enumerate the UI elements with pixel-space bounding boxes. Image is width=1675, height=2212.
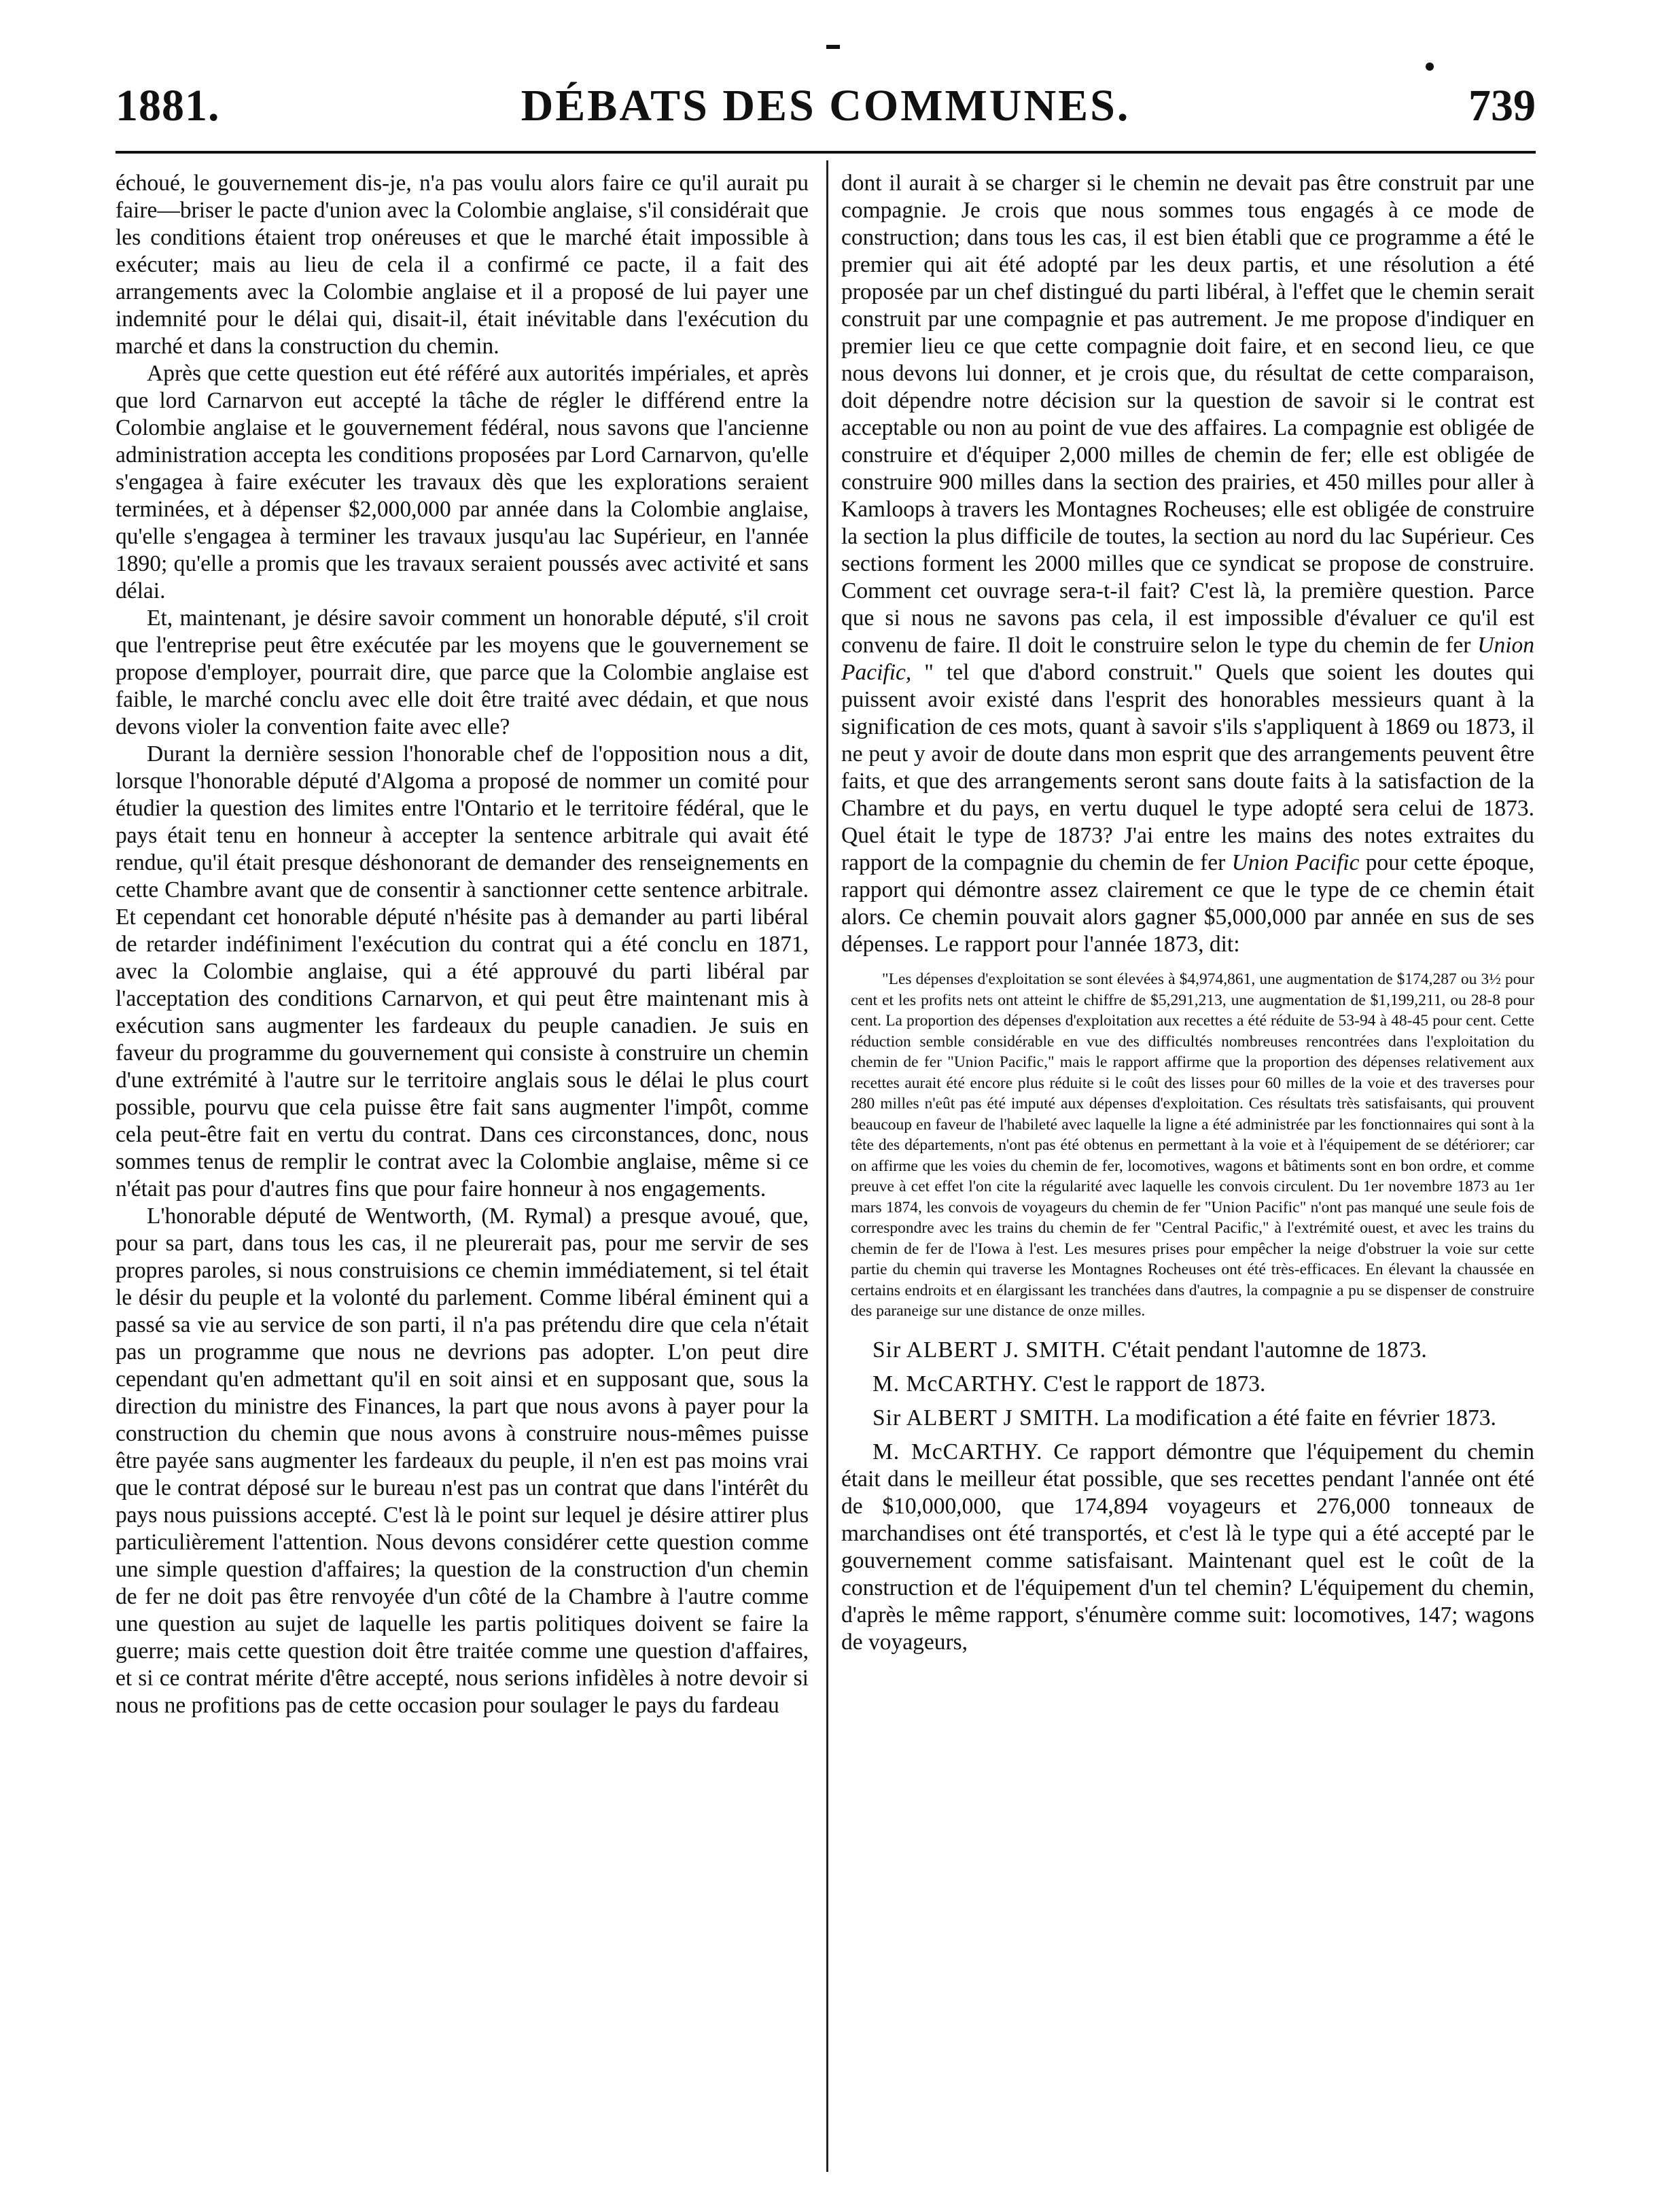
- speaker-name: M. McCARTHY.: [872, 1439, 1043, 1464]
- speech: [841, 1371, 1534, 1398]
- speech-text: C'était pendant l'automne de 1873.: [1112, 1337, 1427, 1363]
- page-header: [116, 80, 1536, 141]
- paragraph: Durant la dernière session l'honorable chef de l'opposition nous a dit, lorsque l'honorable député d'Algoma a proposé de nommer un comité pour étudier la question des limites entre l'Ontario et le territoire fédéral, que le pays était tenu en honneur à accepter la sentence arbitrale qui avait été rendue, qu'il était presque déshonorant de demander des renseignements en cette Chambre avant que de consentir à sanctionner cette sentence arbitrale. Et cependant cet honorable député n'hésite pas à demander au parti libéral de retarder indéfiniment l'exécution du contrat qui a été conclu en 1871, avec la Colombie anglaise, qui a été approuvé du parti libéral par l'acceptation des conditions Carnarvon, et qui peut être maintenant mis à exécution sans augmenter les fardeaux du peuple canadien. Je suis en faveur du programme du gouvernement qui consiste à construire un chemin d'une extrémité à l'autre sur le territoire anglais sous le délai le plus court possible, pourvu que cela puisse être fait sans augmenter l'impôt, comme cela peut-être fait en vertu du contrat. Dans ces circonstances, donc, nous sommes tenus de remplir le contrat avec la Colombie anglaise, même si ce n'était pas pour d'autres fins que pour faire honneur à nos engagements.: [116, 741, 809, 1201]
- paragraph: Après que cette question eut été référé aux autorités impériales, et après que lord Carnarvon eut accepté la tâche de régler le différend entre la Colombie anglaise et le gouvernement fédéral, nous savons que l'ancienne administration accepta les conditions proposées par Lord Carnarvon, qu'elle s'engagea à faire exécuter les travaux dès que les explorations seraient terminées, et à dépenser $2,000,000 par année dans la Colombie anglaise, qu'elle s'engagea à terminer les travaux jusqu'au lac Supérieur, en l'année 1890; qu'elle a promis que les travaux seraient poussés avec activité et sans délai.: [116, 361, 809, 603]
- speech: [841, 1439, 1534, 1656]
- emphasis: Union Pacific,: [841, 633, 1535, 685]
- block-quote: "Les dépenses d'exploitation se sont élevées à $4,974,861, une augmentation de $174,287 ou 3½ pour cent et les profits nets ont atteint le chiffre de $5,291,213, une augmentation de $1,199,211, ou 28-8 pour cent. La proportion des dépenses d'exploitation aux recettes a été réduite de 53-94 à 48-45 pour cent. Cette réduction semble considérable en vue des difficultés nombreuses rencontrées dans l'exploitation du chemin de fer "Union Pacific," mais le rapport affirme que la proportion des dépenses relativement aux recettes aurait été encore plus réduite si le coût des lisses pour 60 milles de la voie et des traverses pour 280 milles n'eût pas été imputé aux dépenses d'exploitation. Ces résultats très satisfaisants, qui prouvent beaucoup en faveur de l'habileté avec laquelle la ligne a été administrée par les fonctionnaires qui sont à la tête des départements, n'ont pas été obtenus en permettant à la voie et à l'équipement de se détériorer; car on affirme que les voies du chemin de fer, locomotives, wagons et bâtiments sont en bon ordre, et comme preuve à cet effet l'on cite la régularité avec laquelle les convois circulent. Du 1er novembre 1873 au 1er mars 1874, les convois de voyageurs du chemin de fer "Union Pacific" n'ont pas manqué une seule fois de correspondre avec les trains du chemin de fer "Central Pacific," à l'extrémité ouest, et avec les trains du chemin de fer de l'Iowa à l'est. Les mesures prises pour empêcher la neige d'obstruer la voie sur cette partie du chemin qui traverse les Montagnes Rocheuses ont été très-efficaces. En élevant la chaussée en certains endroits et en élargissant les tranchées dans d'autres, la compagnie a pu se dispenser de construire des paraneige sur une distance de onze milles.: [851, 970, 1534, 1320]
- paragraph: L'honorable député de Wentworth, (M. Rymal) a presque avoué, que, pour sa part, dans tous les cas, il ne pleurerait pas, pour me servir de ses propres paroles, si nous construisions ce chemin immédiatement, si tel était le désir du peuple et la volonté du parlement. Comme libéral éminent qui a passé sa vie au service de son parti, il n'a pas prétendu dire que cela n'était pas un programme que nous ne devrions pas adopter. L'on peut dire cependant qu'en admettant qu'il en soit ainsi et en supposant que, sous la direction du ministre des Finances, la part que nous avons à payer pour la construction du chemin que nous avons à construire nous-mêmes puisse être payée sans augmenter les fardeaux du peuple, il n'en est pas moins vrai que le contrat déposé sur le bureau n'est pas un contrat que dans l'intérêt du pays nous puissions accepté. C'est là le point sur lequel je désire attirer plus particulièrement l'attention. Nous devons considérer cette question comme une simple question d'affaires; la question de la construction d'un chemin de fer ne doit pas être renvoyée d'un côté de la Chambre à l'autre comme une question au sujet de laquelle les partis politiques doivent se faire la guerre; mais cette question doit être traitée comme une question d'affaires, et si ce contrat mérite d'être accepté, nous serions infidèles à notre devoir si nous ne profitions pas de cette occasion pour soulager le pays du fardeau: [116, 1204, 809, 1718]
- speech: [841, 1405, 1534, 1432]
- speaker-name: Sir ALBERT J SMITH.: [872, 1405, 1100, 1430]
- paragraph-text: " tel que d'abord construit." Quels que soient les doutes qui puissent avoir existé dans l'esprit des honorables messieurs quant à la signification de ces mots, quant à savoir s'ils s'appliquent à 1869 ou 1873, il ne peut y avoir de doute dans mon esprit que des arrangements peuvent être faits, et que des arrangements seront sans doute faits à la satisfaction de la Chambre et du pays, en vertu duquel le type adopté sera celui de 1873. Quel était le type de 1873? J'ai entre les mains des notes extraites du rapport de la compagnie du chemin de fer: [841, 660, 1535, 875]
- speech-text: C'est le rapport de 1873.: [1043, 1371, 1266, 1397]
- right-column: [841, 170, 1534, 1663]
- left-column: [116, 170, 809, 1719]
- header-year: 1881.: [116, 81, 220, 130]
- paragraph-text: pour cette époque, rapport qui démontre assez clairement ce que le type de ce chemin était alors. Ce chemin pouvait alors gagner $5,000,000 par année en sus de ses dépenses. Le rapport pour l'année 1873, dit:: [841, 850, 1535, 957]
- speech-text: La modification a été faite en février 1873.: [1106, 1405, 1496, 1430]
- page-number: 739: [1468, 81, 1536, 130]
- speaker-name: Sir ALBERT J. SMITH.: [872, 1337, 1107, 1363]
- print-dot: [1426, 63, 1434, 71]
- print-mark: [826, 45, 840, 49]
- column-divider: [826, 160, 828, 2172]
- emphasis: Union Pacific: [1231, 850, 1360, 875]
- speech: [841, 1337, 1534, 1364]
- paragraph: échoué, le gouvernement dis-je, n'a pas voulu alors faire ce qu'il aurait pu faire—briser le pacte d'union avec la Colombie anglaise, s'il considérait que les conditions étaient trop onéreuses et que le marché était impossible à exécuter; mais au lieu de cela il a confirmé ce pacte, il a fait des arrangements avec la Colombie anglaise et il a proposé de lui payer une indemnité pour le délai qui, disait-il, était inévitable dans l'exécution du marché et dans la construction du chemin.: [116, 171, 809, 359]
- speech-text: Ce rapport démontre que l'équipement du chemin était dans le meilleur état possible, que ses recettes pendant l'année ont été de $10,000,000, que 174,894 voyageurs et 276,000 tonneaux de marchandises ont été transportés, et c'est là le type qui a été accepté par le gouvernement comme satisfaisant. Maintenant quel est le coût de la construction et de l'équipement d'un tel chemin? L'équipement du chemin, d'après le même rapport, s'énumère comme suit: locomotives, 147; wagons de voyageurs,: [841, 1439, 1534, 1655]
- paragraph: Et, maintenant, je désire savoir comment un honorable député, s'il croit que l'entreprise peut être exécutée par les moyens que le gouvernement se propose d'employer, pourrait dire, que parce que la Colombie anglaise est faible, le marché conclu avec elle doit être traité avec dédain, et que nous devons violer la convention faite avec elle?: [116, 605, 809, 739]
- header-title: DÉBATS DES COMMUNES.: [521, 81, 1131, 130]
- header-rule: [116, 151, 1536, 154]
- speaker-name: M. McCARTHY.: [872, 1371, 1038, 1397]
- paragraph: [841, 170, 1534, 958]
- paragraph-text: dont il aurait à se charger si le chemin ne devait pas être construit par une compagnie. Je crois que nous sommes tous engagés à ce mode de construction; dans tous les cas, il est bien établi que ce programme a été le premier qui ait été adopté par les deux partis, et une résolution a été proposée par un chef distingué du parti libéral, à l'effet que le chemin serait construit par une compagnie et pas autrement. Je me propose d'indiquer en premier lieu ce que cette compagnie doit faire, et en second lieu, ce que nous devons lui donner, et je crois que, du résultat de cette comparaison, doit dépendre notre décision sur la question de savoir si le contrat est acceptable ou non au point de vue des affaires. La compagnie est obligée de construire et d'équiper 2,000 milles de chemin de fer; elle est obligée de construire 900 milles dans la section des prairies, et 450 milles pour aller à Kamloops à travers les Montagnes Rocheuses; elle est obligée de construire la section la plus difficile de toutes, la section au nord du lac Supérieur. Ces sections forment les 2000 milles que ce syndicat se propose de construire. Comment cet ouvrage sera-t-il fait? C'est là, la première question. Parce que si nous ne savons pas cela, il est impossible d'évaluer ce qu'il est convenu de faire. Il doit le construire selon le type du chemin de fer: [841, 171, 1534, 658]
